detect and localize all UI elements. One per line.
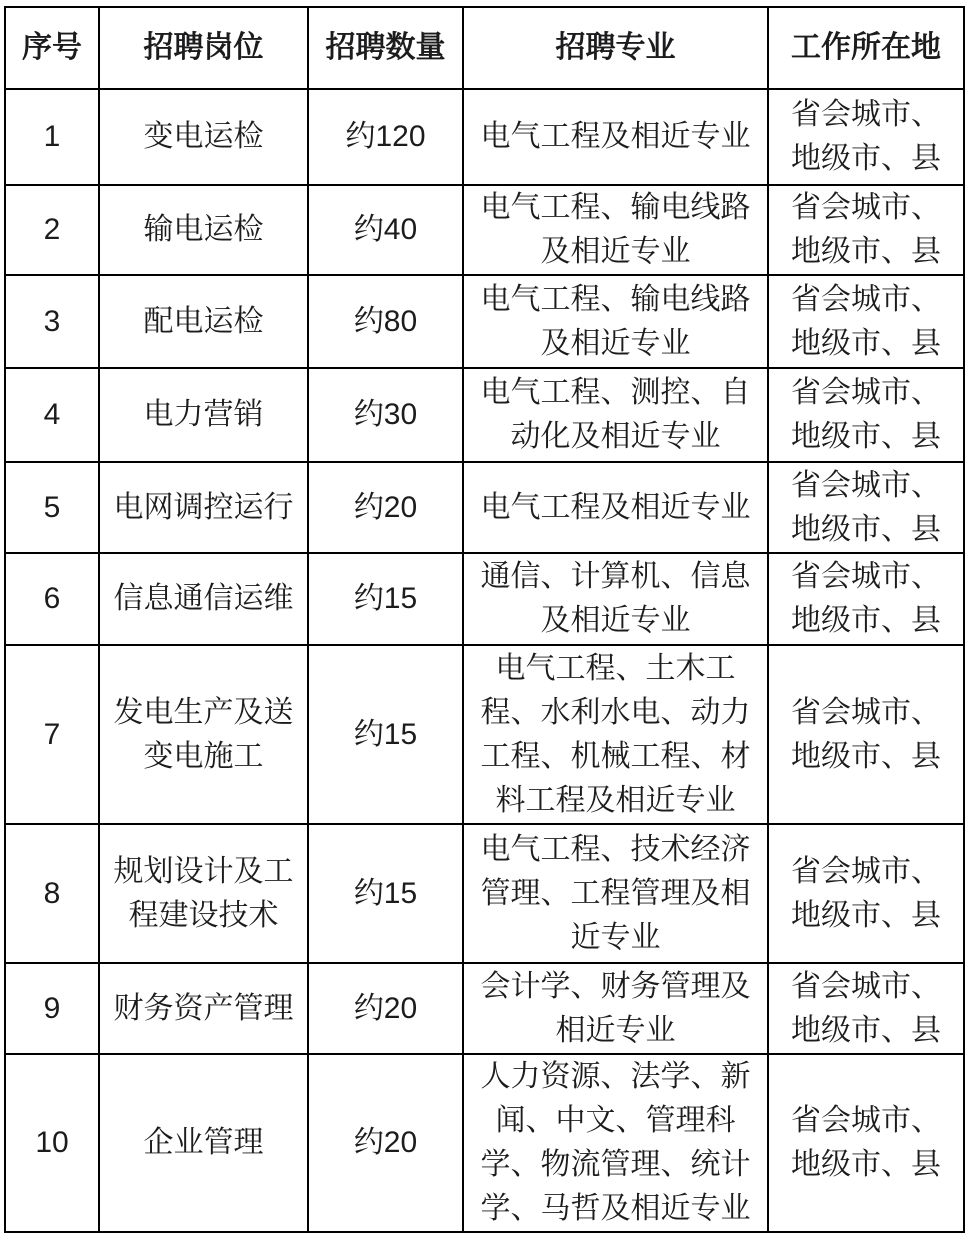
cell-position: 电网调控运行 [99,462,308,553]
cell-position: 财务资产管理 [99,963,308,1054]
table-row [5,89,964,185]
cell-location: 省会城市、地级市、县 [768,1054,964,1232]
cell-position: 信息通信运维 [99,553,308,645]
column-header-major: 招聘专业 [463,7,768,89]
cell-quantity: 约40 [308,185,463,275]
cell-major: 电气工程、输电线路及相近专业 [463,185,768,275]
cell-major: 通信、计算机、信息及相近专业 [463,553,768,645]
cell-major: 人力资源、法学、新闻、中文、管理科学、物流管理、统计学、马哲及相近专业 [463,1054,768,1232]
table-row [5,275,964,368]
cell-location: 省会城市、地级市、县 [768,963,964,1054]
table-row [5,185,964,275]
cell-location: 省会城市、地级市、县 [768,275,964,368]
cell-quantity: 约15 [308,553,463,645]
cell-no: 3 [5,275,99,368]
cell-quantity: 约20 [308,462,463,553]
cell-location: 省会城市、地级市、县 [768,89,964,185]
table-row [5,645,964,824]
cell-major: 电气工程、技术经济管理、工程管理及相近专业 [463,824,768,963]
cell-no: 4 [5,368,99,462]
cell-position: 配电运检 [99,275,308,368]
cell-no: 10 [5,1054,99,1232]
column-header-location: 工作所在地 [768,7,964,89]
cell-quantity: 约30 [308,368,463,462]
table-row [5,553,964,645]
cell-major: 电气工程、土木工程、水利水电、动力工程、机械工程、材料工程及相近专业 [463,645,768,824]
cell-no: 1 [5,89,99,185]
cell-no: 6 [5,553,99,645]
cell-location: 省会城市、地级市、县 [768,185,964,275]
column-header-quantity: 招聘数量 [308,7,463,89]
cell-quantity: 约20 [308,963,463,1054]
cell-quantity: 约120 [308,89,463,185]
cell-no: 9 [5,963,99,1054]
cell-quantity: 约15 [308,824,463,963]
cell-major: 电气工程、输电线路及相近专业 [463,275,768,368]
cell-major: 电气工程、测控、自动化及相近专业 [463,368,768,462]
cell-major: 电气工程及相近专业 [463,89,768,185]
table-row [5,1054,964,1232]
column-header-no: 序号 [5,7,99,89]
table-row [5,824,964,963]
cell-no: 8 [5,824,99,963]
table-row [5,963,964,1054]
recruitment-positions-table [4,6,965,1233]
table-row [5,368,964,462]
cell-quantity: 约20 [308,1054,463,1232]
cell-no: 7 [5,645,99,824]
table-row [5,462,964,553]
table-header-row [5,7,964,89]
cell-position: 电力营销 [99,368,308,462]
cell-no: 5 [5,462,99,553]
cell-quantity: 约80 [308,275,463,368]
cell-position: 输电运检 [99,185,308,275]
cell-position: 规划设计及工程建设技术 [99,824,308,963]
cell-position: 发电生产及送变电施工 [99,645,308,824]
cell-location: 省会城市、地级市、县 [768,645,964,824]
cell-position: 变电运检 [99,89,308,185]
cell-major: 会计学、财务管理及相近专业 [463,963,768,1054]
cell-location: 省会城市、地级市、县 [768,824,964,963]
cell-quantity: 约15 [308,645,463,824]
cell-location: 省会城市、地级市、县 [768,553,964,645]
column-header-position: 招聘岗位 [99,7,308,89]
cell-no: 2 [5,185,99,275]
cell-location: 省会城市、地级市、县 [768,462,964,553]
cell-location: 省会城市、地级市、县 [768,368,964,462]
cell-major: 电气工程及相近专业 [463,462,768,553]
cell-position: 企业管理 [99,1054,308,1232]
